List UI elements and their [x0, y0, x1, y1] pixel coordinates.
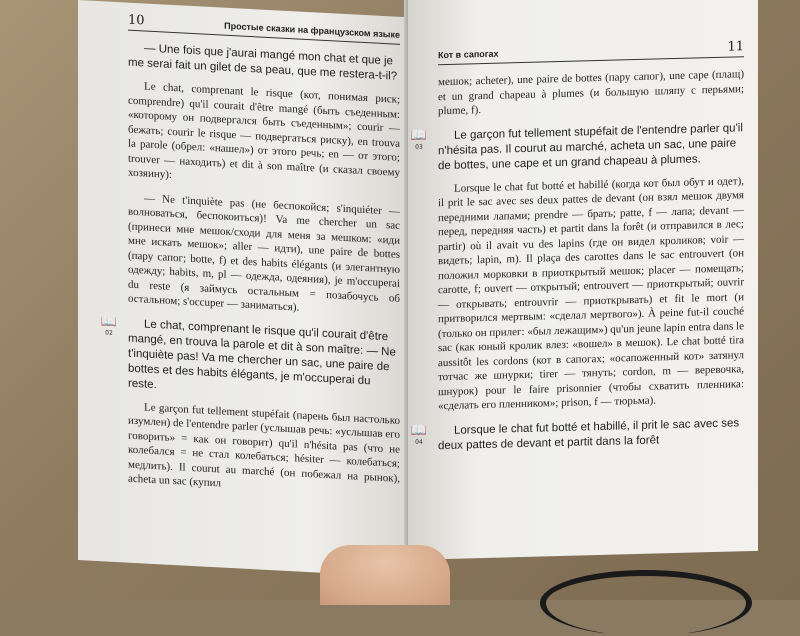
open-book: [78, 0, 758, 600]
left-page-number: 10: [128, 12, 145, 29]
right-running-title: Кот в сапогах: [438, 48, 499, 61]
holding-fingers: [320, 545, 450, 605]
track-number: 04: [415, 438, 423, 446]
cable: [540, 570, 752, 636]
french-paragraph: — Une fois que j'aurai mangé mon chat et que je me serai fait un gilet de sa peau, que me restera-t-il?: [128, 42, 398, 83]
audio-paragraph: [410, 121, 744, 174]
book-audio-icon: 📖 04: [408, 424, 430, 446]
french-paragraph: Lorsque le chat fut botté et habillé, il prit le sac avec ses deux pattes de devant et partit dans la forêt: [438, 416, 740, 452]
left-page: [78, 0, 408, 577]
annotated-paragraph: Le chat, comprenant le risque (кот, понимая риск; comprendre) qu'il courait d'être mangé (быть съеденным: «которому он подвергался быть съеденным»; courir — бежать; courir le risque — подвергаться риску), en trouva la parole (обрел: «нашел») от этого речь; en — от этого; trouver — находить) et dit à son maître (и сказал своему хозяину):: [128, 80, 400, 181]
right-page: [408, 0, 758, 560]
audio-paragraph: [410, 416, 744, 454]
book-audio-icon: 📖 03: [408, 129, 430, 151]
annotated-paragraph: Le garçon fut tellement stupéfait (парень был настолько изумлен) de l'entendre parler (услышав речь: «услышав его говорить» = как он говорит) qu'il n'hésita pas (что не колебался = не стал колебаться; hésiter — колебаться; медлить). Il courut au marché (он побежал на рынок), acheta un sac (купил: [128, 400, 400, 490]
annotated-paragraph: Lorsque le chat fut botté et habillé (когда кот был обут и одет), il prit le sac avec ses deux pattes de devant (он взял мешок двумя передними лапами; prendre — брать; patte, f — лапа; devant — перед, передняя часть) et partit dans la forêt (и отправился в лес; partir) où il avait vu des lapins (где он видел кроликов; voir — видеть; lapin, m). Il plaça des carottes dans le sac entrouvert (он положил морковки в приоткрытый мешок; placer — помещать; carotte, f; ouvert — открытый; entrouvert — приоткрытый; ouvrir — открывать; entrouvrir — приоткрывать) et fit le mort (и притворился мертвым: «сделал мертвого»). À peine fut-il couché (только он прилег: «был лежащим») qu'un jeune lapin entra dans le sac (как юный кролик влез: «вошел» в мешок). Le chat botté tira aussitôt les cordons (кот в сапогах; «осапоженный кот» затянул тотчас же шнурки; tirer — тянуть; cordon, m — веревочка, шнурок) pour le faire prisonnier (чтобы схватить пленника: «сделать его пленником»; prison, f — тюрьма).: [438, 174, 744, 413]
french-paragraph: Le chat, comprenant le risque qu'il courait d'être mangé, en trouva la parole et dit à son maître: — Ne t'inquiète pas! Va me chercher un sac, une paire de bottes et des habits élégants, je m'occuperai du reste.: [128, 317, 396, 391]
french-paragraph: Le garçon fut tellement stupéfait de l'entendre parler qu'il n'hésita pas. Il courut au marché, acheta un sac, une paire de bottes, une cape et un grand chapeau à plumes.: [438, 121, 743, 172]
book-audio-icon: 📖 02: [98, 315, 120, 337]
left-running-title: Простые сказки на французском языке: [224, 20, 400, 40]
right-page-number: 11: [727, 39, 744, 55]
track-number: 03: [415, 143, 423, 151]
track-number: 02: [105, 328, 113, 337]
right-running-head: [438, 39, 744, 65]
left-running-head: [128, 13, 400, 45]
annotated-paragraph: мешок; acheter), une paire de bottes (пару сапог), une cape (плащ) et un grand chapeau à plumes (и большую шляпу с перьями; plume, f).: [438, 68, 744, 118]
annotated-paragraph: — Ne t'inquiète pas (не беспокойся; s'inquiéter — волноваться, беспокоиться)! Va me chercher un sac (принеси мне мешок/сходи для меня за мешком: «иди мне искать мешок»; aller — идти), une paire de bottes (пару сапог; botte, f) et des habits élégants (и элегантную одежду; habits, m, pl — одежда, одеяния), je m'occuperai du reste (я займусь остальным = позабочусь об остальном; s'occuper — заниматься).: [128, 191, 400, 314]
audio-paragraph: [100, 313, 400, 405]
